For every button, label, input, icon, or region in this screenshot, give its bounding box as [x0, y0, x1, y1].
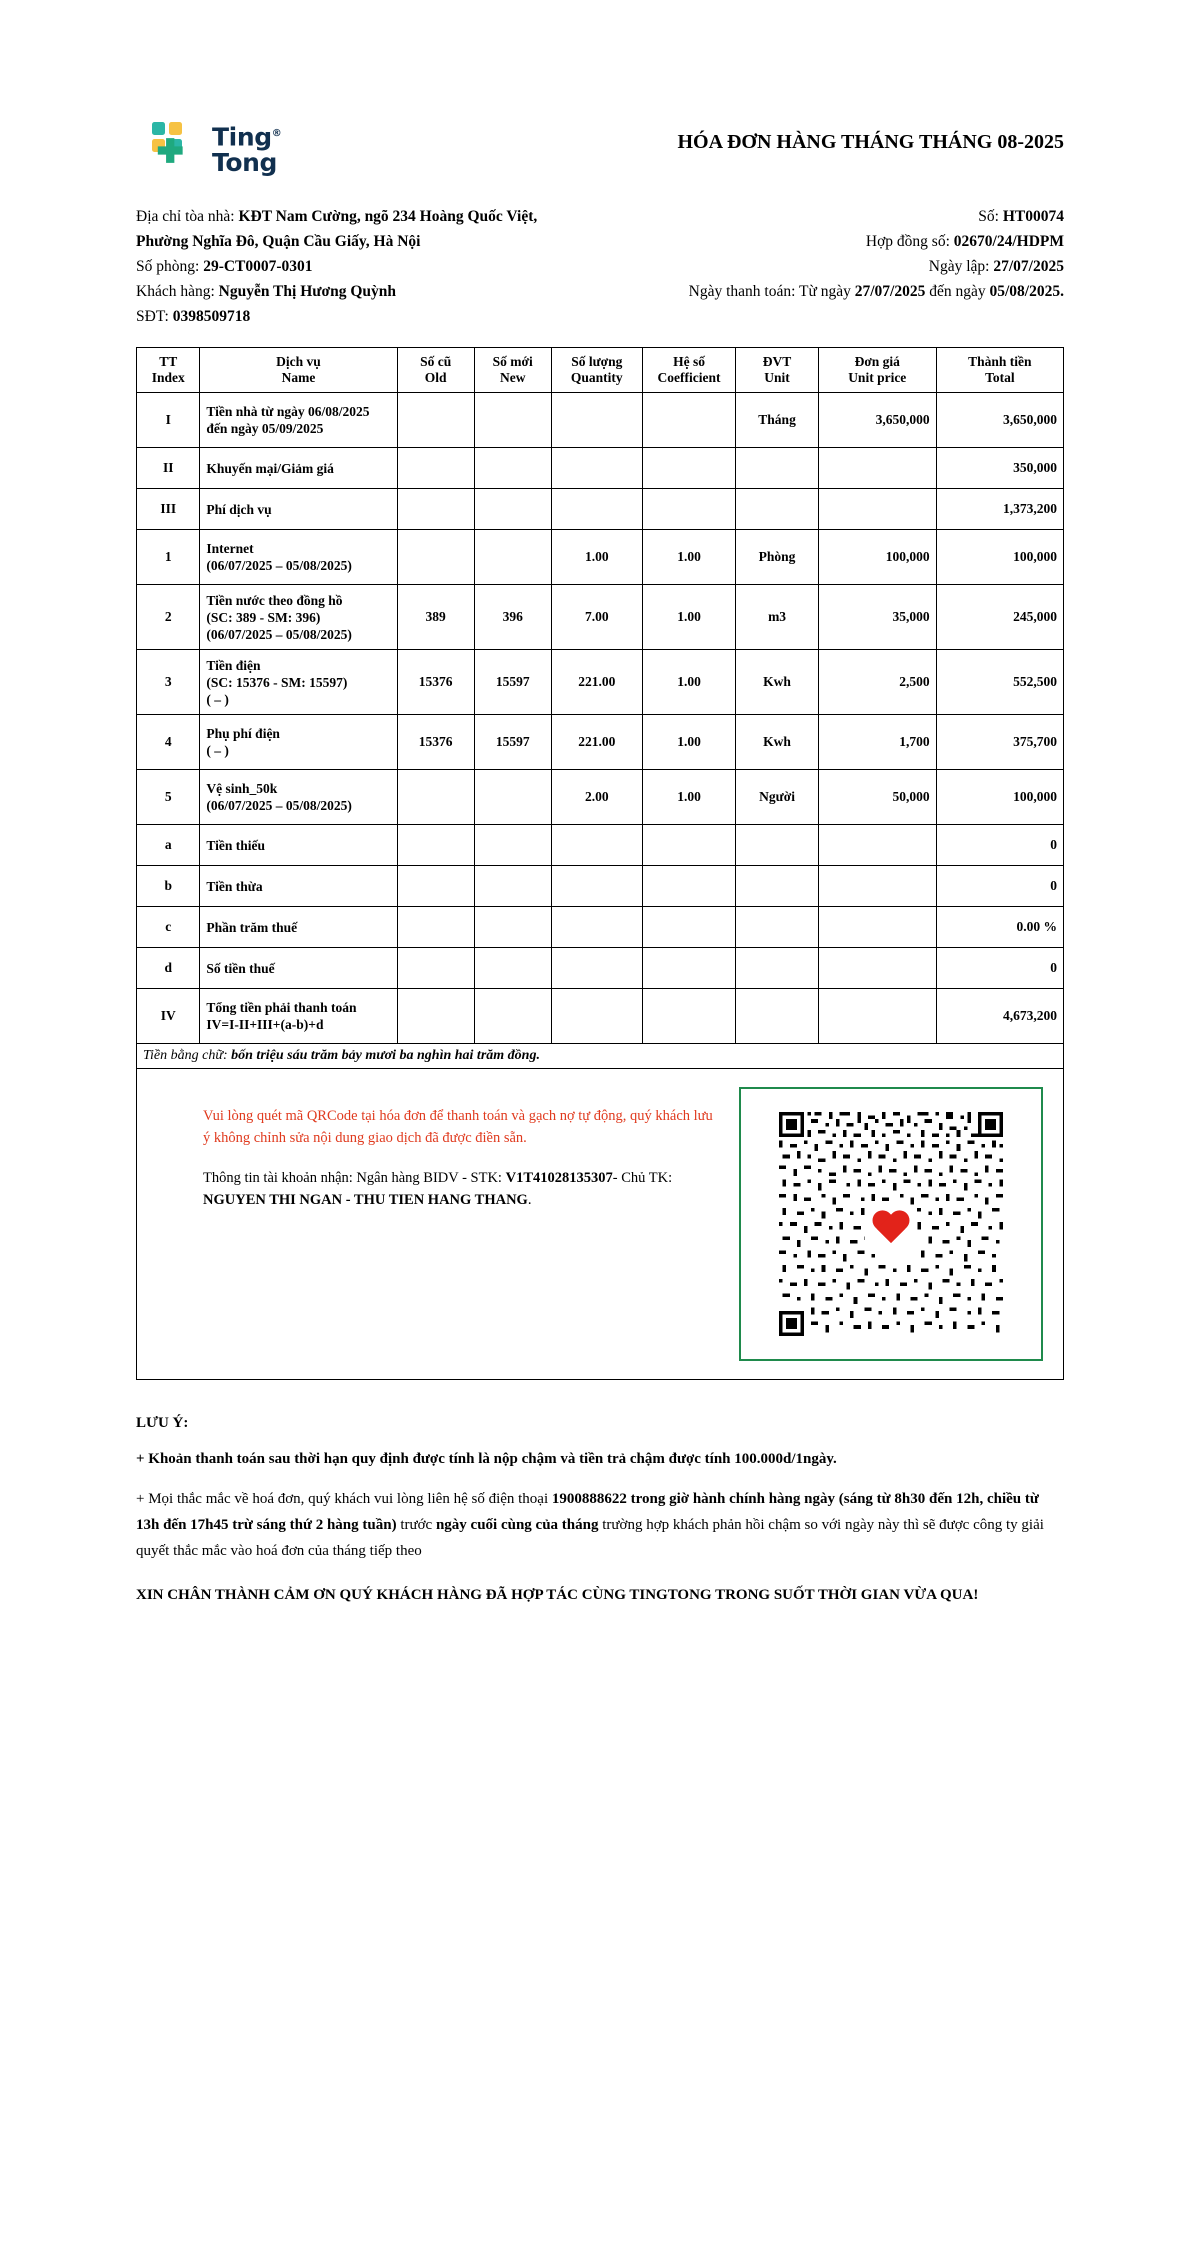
invoice-number: [978, 204, 1064, 229]
amount-in-words-label: Tiền bằng chữ:: [143, 1048, 228, 1063]
row-unit: [736, 866, 819, 907]
row-index: I: [137, 393, 200, 448]
table-row: [137, 770, 1064, 825]
row-name-line2: ( – ): [206, 743, 229, 758]
row-name-line1: Tiền nhà từ ngày 06/08/2025: [206, 404, 370, 419]
row-old: [397, 907, 474, 948]
payment-period-mid: đến ngày: [929, 283, 986, 300]
created-date-label: Ngày lập:: [928, 258, 990, 275]
row-coefficient: [642, 948, 735, 989]
room-number: [136, 254, 313, 279]
row-quantity: 221.00: [551, 715, 642, 770]
bank-info-suffix: .: [527, 1192, 532, 1208]
brand-name-line2: Tong: [212, 147, 278, 177]
table-row: [137, 530, 1064, 585]
row-quantity: 7.00: [551, 585, 642, 650]
building-address-value2: Phường Nghĩa Đô, Quận Cầu Giấy, Hà Nội: [136, 233, 421, 250]
row-old: [397, 948, 474, 989]
row-name-line1: Tổng tiền phải thanh toán: [206, 1000, 357, 1015]
col-unit-line1: ĐVT: [762, 354, 792, 369]
payment-period-label: Ngày thanh toán: Từ ngày: [688, 283, 851, 300]
row-name-line1: Phụ phí điện: [206, 726, 280, 741]
row-name: Khuyến mại/Giảm giá: [200, 448, 397, 489]
col-quantity: [551, 348, 642, 393]
col-unit-price: [818, 348, 936, 393]
col-new-line1: Số mới: [492, 354, 533, 369]
customer-phone-label: SĐT:: [136, 308, 169, 325]
row-unit: Tháng: [736, 393, 819, 448]
qr-payment-row: [137, 1069, 1064, 1380]
invoice-number-label: Số:: [978, 208, 999, 225]
row-name-line3: ( – ): [206, 691, 229, 707]
row-total: 350,000: [936, 448, 1063, 489]
row-name: [200, 989, 397, 1044]
col-name-line1: Dịch vụ: [276, 354, 321, 369]
row-new: 15597: [474, 715, 551, 770]
col-old: [397, 348, 474, 393]
invoice-number-value: HT00074: [1002, 208, 1064, 225]
row-total: 0: [936, 825, 1063, 866]
row-unit-price: [818, 448, 936, 489]
row-new: [474, 907, 551, 948]
note-hotline-part3: trường hợp khách phản hồi chậm so với ngày này thì sẽ được công ty giải quyết thắc mắc vào hoá đơn của tháng tiếp theo: [136, 1517, 1044, 1559]
table-row: [137, 715, 1064, 770]
customer-name: [136, 279, 396, 304]
row-index: 2: [137, 585, 200, 650]
row-name-line1: Tiền nước theo đồng hồ: [206, 592, 343, 608]
row-old: 389: [397, 585, 474, 650]
row-old: [397, 825, 474, 866]
row-new: [474, 825, 551, 866]
row-total: 0: [936, 866, 1063, 907]
created-date: [929, 254, 1064, 279]
row-name: [200, 715, 397, 770]
table-row: [137, 448, 1064, 489]
row-index: 3: [137, 650, 200, 715]
row-coefficient: 1.00: [642, 650, 735, 715]
table-row: [137, 825, 1064, 866]
contract-number: [866, 229, 1064, 254]
row-quantity: [551, 489, 642, 530]
row-new: [474, 489, 551, 530]
row-old: 15376: [397, 650, 474, 715]
col-unit-price-line1: Đơn giá: [854, 354, 900, 369]
bank-info-prefix: Thông tin tài khoản nhận: Ngân hàng BIDV - STK:: [203, 1170, 502, 1186]
note-late-payment: + Khoản thanh toán sau thời hạn quy định được tính là nộp chậm và tiền trả chậm được tính 100.000d/1ngày.: [136, 1451, 837, 1467]
col-index: [137, 348, 200, 393]
row-total: 375,700: [936, 715, 1063, 770]
row-unit-price: [818, 948, 936, 989]
row-coefficient: [642, 448, 735, 489]
row-unit-price: [818, 825, 936, 866]
row-unit-price: [818, 907, 936, 948]
row-quantity: [551, 825, 642, 866]
row-unit: [736, 825, 819, 866]
customer-name-label: Khách hàng:: [136, 283, 215, 300]
row-unit: [736, 948, 819, 989]
col-total: [936, 348, 1063, 393]
note-hotline-number: 1900888622 trong giờ hành chính hàng ngày (sáng từ 8h30 đến 12h, chiều từ 13h đến 17h45 trừ sáng thứ 2 hàng tuần): [136, 1491, 1039, 1533]
amount-in-words-value: bốn triệu sáu trăm bảy mươi ba nghìn hai trăm đồng.: [231, 1048, 540, 1063]
row-name: Tiền thiếu: [200, 825, 397, 866]
row-coefficient: [642, 907, 735, 948]
col-unit-price-line2: Unit price: [848, 370, 907, 385]
row-unit-price: 1,700: [818, 715, 936, 770]
row-coefficient: [642, 393, 735, 448]
contract-number-value: 02670/24/HDPM: [953, 233, 1064, 250]
row-old: [397, 770, 474, 825]
row-old: [397, 530, 474, 585]
col-unit: [736, 348, 819, 393]
row-unit: Phòng: [736, 530, 819, 585]
meta-row-customer: [136, 279, 1064, 304]
tingtong-logo-icon: [148, 120, 204, 176]
row-new: 396: [474, 585, 551, 650]
row-new: [474, 770, 551, 825]
row-total: 552,500: [936, 650, 1063, 715]
created-date-value: 27/07/2025: [993, 258, 1064, 275]
row-coefficient: 1.00: [642, 585, 735, 650]
row-index: b: [137, 866, 200, 907]
row-name-line2: (06/07/2025 – 05/08/2025): [206, 798, 352, 813]
row-quantity: [551, 393, 642, 448]
col-total-line1: Thành tiền: [968, 354, 1032, 369]
row-name-line2: (SC: 389 - SM: 396): [206, 609, 321, 625]
row-index: c: [137, 907, 200, 948]
row-quantity: 2.00: [551, 770, 642, 825]
row-old: [397, 866, 474, 907]
row-quantity: [551, 989, 642, 1044]
row-coefficient: [642, 989, 735, 1044]
col-unit-line2: Unit: [764, 370, 790, 385]
row-index: a: [137, 825, 200, 866]
row-total: 3,650,000: [936, 393, 1063, 448]
col-index-line1: TT: [159, 354, 178, 369]
payment-period-from: 27/07/2025: [854, 283, 926, 300]
row-unit-price: 35,000: [818, 585, 936, 650]
col-index-line2: Index: [151, 370, 185, 385]
row-coefficient: [642, 866, 735, 907]
table-header-row: [137, 348, 1064, 393]
row-name-line2: (SC: 15376 - SM: 15597): [206, 674, 348, 690]
row-old: [397, 489, 474, 530]
row-index: II: [137, 448, 200, 489]
row-unit: m3: [736, 585, 819, 650]
row-name: [200, 585, 397, 650]
row-old: [397, 448, 474, 489]
row-name-line1: Tiền điện: [206, 657, 261, 673]
row-new: [474, 393, 551, 448]
page-title: HÓA ĐƠN HÀNG THÁNG THÁNG 08-2025: [677, 131, 1064, 153]
row-index: 5: [137, 770, 200, 825]
room-number-value: 29-CT0007-0301: [203, 258, 313, 275]
payment-note-warning: Vui lòng quét mã QRCode tại hóa đơn để thanh toán và gạch nợ tự động, quý khách lưu ý không chỉnh sửa nội dung giao dịch đã được điền sẵn.: [203, 1108, 713, 1146]
amount-in-words-row: [137, 1044, 1064, 1069]
row-quantity: [551, 907, 642, 948]
bank-account-number: V1T41028135307: [505, 1170, 613, 1186]
row-name-line2: IV=I-II+III+(a-b)+d: [206, 1017, 324, 1032]
brand-logo: [136, 120, 281, 176]
row-index: d: [137, 948, 200, 989]
row-index: III: [137, 489, 200, 530]
row-name: [200, 650, 397, 715]
table-row: [137, 489, 1064, 530]
row-quantity: 1.00: [551, 530, 642, 585]
row-unit-price: 50,000: [818, 770, 936, 825]
meta-row-address2: [136, 229, 1064, 254]
row-name: Phần trăm thuế: [200, 907, 397, 948]
row-quantity: 221.00: [551, 650, 642, 715]
footer-notes: [136, 1410, 1064, 1608]
row-grand-total: 4,673,200: [936, 989, 1063, 1044]
invoice-table-head: [137, 348, 1064, 393]
row-name: [200, 530, 397, 585]
invoice-meta: [136, 204, 1064, 329]
meta-row-phone: [136, 304, 1064, 329]
row-index: 1: [137, 530, 200, 585]
row-new: [474, 948, 551, 989]
row-coefficient: [642, 489, 735, 530]
invoice-table: [136, 347, 1064, 1380]
row-unit: [736, 489, 819, 530]
row-unit: [736, 448, 819, 489]
row-name-line1: Vệ sinh_50k: [206, 781, 278, 796]
row-total: 0: [936, 948, 1063, 989]
row-index: IV: [137, 989, 200, 1044]
row-coefficient: 1.00: [642, 770, 735, 825]
col-old-line1: Số cũ: [420, 354, 452, 369]
row-name: [200, 393, 397, 448]
row-name-line1: Internet: [206, 541, 254, 556]
row-quantity: [551, 866, 642, 907]
table-row: [137, 907, 1064, 948]
row-coefficient: [642, 825, 735, 866]
row-name-line2: đến ngày 05/09/2025: [206, 421, 324, 436]
row-name: Tiền thừa: [200, 866, 397, 907]
row-new: [474, 448, 551, 489]
row-unit: [736, 907, 819, 948]
col-new-line2: New: [499, 370, 526, 385]
brand-trademark: ®: [271, 128, 282, 140]
row-quantity: [551, 448, 642, 489]
col-new: [474, 348, 551, 393]
row-unit-price: [818, 489, 936, 530]
building-address-label: Địa chỉ tòa nhà:: [136, 208, 235, 225]
invoice-table-body: [137, 393, 1064, 1380]
note-hotline-part2: trước: [400, 1517, 433, 1533]
brand-name-line1: Ting: [212, 122, 272, 152]
col-name-line2: Name: [281, 370, 316, 385]
row-name: Số tiền thuế: [200, 948, 397, 989]
row-unit-price: [818, 866, 936, 907]
bank-info-mid: - Chủ TK:: [612, 1170, 673, 1186]
col-coefficient-line2: Coefficient: [657, 370, 721, 385]
payment-note: [147, 1087, 739, 1211]
row-total: 100,000: [936, 530, 1063, 585]
row-total: 0.00 %: [936, 907, 1063, 948]
row-total: 1,373,200: [936, 489, 1063, 530]
row-new: [474, 530, 551, 585]
col-quantity-line1: Số lượng: [571, 354, 623, 369]
row-name: Phí dịch vụ: [200, 489, 397, 530]
meta-row-room: [136, 254, 1064, 279]
building-address: [136, 204, 537, 229]
building-address-line2: [136, 229, 420, 254]
row-coefficient: 1.00: [642, 530, 735, 585]
col-old-line2: Old: [424, 370, 447, 385]
payment-period: [689, 279, 1064, 304]
table-row-grand-total: [137, 989, 1064, 1044]
qr-payment-cell: [137, 1069, 1064, 1380]
note-hotline-part1: + Mọi thắc mắc về hoá đơn, quý khách vui lòng liên hệ số điện thoại: [136, 1491, 549, 1507]
row-unit: [736, 989, 819, 1044]
row-new: [474, 989, 551, 1044]
customer-phone: [136, 304, 250, 329]
table-row: [137, 948, 1064, 989]
customer-phone-value: 0398509718: [172, 308, 251, 325]
row-unit: Kwh: [736, 650, 819, 715]
row-unit: Kwh: [736, 715, 819, 770]
col-quantity-line2: Quantity: [570, 370, 623, 385]
row-unit-price: [818, 989, 936, 1044]
row-new: 15597: [474, 650, 551, 715]
row-unit-price: 100,000: [818, 530, 936, 585]
table-row: [137, 866, 1064, 907]
row-unit-price: 2,500: [818, 650, 936, 715]
row-total: 245,000: [936, 585, 1063, 650]
qr-code-box[interactable]: [739, 1087, 1043, 1361]
invoice-header: [136, 0, 1064, 176]
qr-code-icon[interactable]: [757, 1105, 1025, 1343]
row-coefficient: 1.00: [642, 715, 735, 770]
thanks-message: XIN CHÂN THÀNH CẢM ƠN QUÝ KHÁCH HÀNG ĐÃ HỢP TÁC CÙNG TINGTONG TRONG SUỐT THỜI GIAN VỪA QUA!: [136, 1587, 979, 1603]
building-address-value: KĐT Nam Cường, ngõ 234 Hoàng Quốc Việt,: [238, 208, 538, 225]
notes-heading: LƯU Ý:: [136, 1415, 189, 1431]
meta-row-address: [136, 204, 1064, 229]
col-coefficient-line1: Hệ số: [673, 354, 705, 369]
col-name: [200, 348, 397, 393]
col-coefficient: [642, 348, 735, 393]
row-new: [474, 866, 551, 907]
qr-heart-logo-icon: [865, 1206, 917, 1252]
payment-period-to: 05/08/2025.: [989, 283, 1064, 300]
row-unit: Người: [736, 770, 819, 825]
row-name-line3: (06/07/2025 – 05/08/2025): [206, 626, 352, 642]
note-hotline: [136, 1486, 1064, 1564]
contract-number-label: Hợp đồng số:: [865, 233, 950, 250]
row-quantity: [551, 948, 642, 989]
row-old: 15376: [397, 715, 474, 770]
table-row: [137, 585, 1064, 650]
row-index: 4: [137, 715, 200, 770]
row-name: [200, 770, 397, 825]
room-number-label: Số phòng:: [136, 258, 200, 275]
row-name-line2: (06/07/2025 – 05/08/2025): [206, 558, 352, 573]
table-row: [137, 393, 1064, 448]
bank-info: [203, 1167, 723, 1211]
note-hotline-deadline: ngày cuối cùng của tháng: [435, 1517, 599, 1533]
row-old: [397, 989, 474, 1044]
row-total: 100,000: [936, 770, 1063, 825]
col-total-line2: Total: [985, 370, 1015, 385]
customer-name-value: Nguyễn Thị Hương Quỳnh: [218, 283, 397, 300]
amount-in-words: [137, 1044, 1064, 1069]
bank-account-owner: NGUYEN THI NGAN - THU TIEN HANG THANG: [203, 1192, 528, 1208]
table-row: [137, 650, 1064, 715]
row-old: [397, 393, 474, 448]
brand-name: [212, 121, 282, 177]
row-unit-price: 3,650,000: [818, 393, 936, 448]
